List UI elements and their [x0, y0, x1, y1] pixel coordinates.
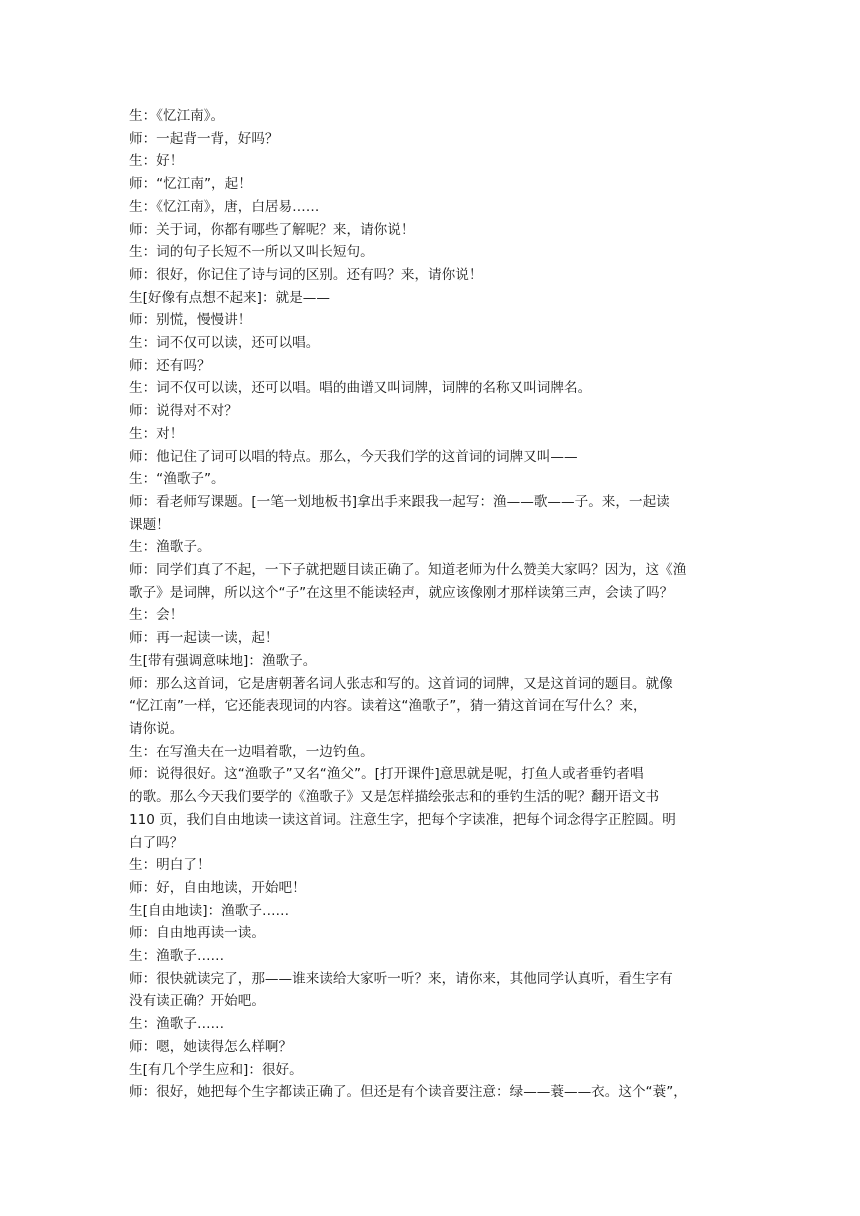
transcript-line: 没有读正确？开始吧。: [129, 993, 265, 1010]
transcript-line: 生：渔歌子……: [129, 948, 225, 965]
transcript-line: 生：“渔歌子”。: [129, 471, 225, 488]
transcript-line: 师：说得很好。这“渔歌子”又名“渔父”。[打开课件]意思就是呢，打鱼人或者垂钓者唱: [129, 766, 644, 783]
transcript-line: 生[有几个学生应和]：很好。: [129, 1061, 303, 1078]
transcript-line: 生：《忆江南》，唐，白居易……: [129, 198, 320, 215]
transcript-line: 师：说得对不对？: [129, 403, 238, 420]
transcript-line: 歌子》是词牌，所以这个“子”在这里不能读轻声，就应该像刚才那样读第三声，会读了吗？: [129, 584, 674, 601]
transcript-line: 生[好像有点想不起来]：就是——: [129, 289, 330, 306]
transcript-line: 师：“忆江南”，起！: [129, 176, 252, 193]
transcript-line: 生：会！: [129, 607, 184, 624]
transcript-line: 师：关于词，你都有哪些了解呢？来，请你说！: [129, 221, 415, 238]
transcript-line: 师：好，自由地读，开始吧！: [129, 879, 306, 896]
transcript-line: 师：还有吗？: [129, 357, 211, 374]
transcript-line: 师：那么这首词，它是唐朝著名词人张志和写的。这首词的词牌，又是这首词的题目。就像: [129, 675, 673, 692]
transcript-line: 生：渔歌子……: [129, 1016, 225, 1033]
transcript-line: 师：别慌，慢慢讲！: [129, 312, 252, 329]
document-page: [129, 105, 733, 1104]
transcript-line: 课题！: [129, 516, 170, 533]
transcript-line: 生[带有强调意味地]：渔歌子。: [129, 652, 317, 669]
transcript-line: 师：同学们真了不起，一下子就把题目读正确了。知道老师为什么赞美大家吗？因为，这《渔: [129, 562, 687, 579]
transcript-line: 生：词不仅可以读，还可以唱。唱的曲谱又叫词牌，词牌的名称又叫词牌名。: [129, 380, 592, 397]
transcript-line: 生：词的句子长短不一所以又叫长短句。: [129, 244, 374, 261]
transcript-line: 师：很快就读完了，那——谁来读给大家听一听？来，请你来，其他同学认真听，看生字有: [129, 970, 673, 987]
transcript-line: 生：在写渔夫在一边唱着歌，一边钓鱼。: [129, 743, 374, 760]
transcript-line: 师：嗯，她读得怎么样啊？: [129, 1038, 293, 1055]
transcript-line: 生：渔歌子。: [129, 539, 211, 556]
transcript-line: 110 页，我们自由地读一读这首词。注意生字，把每个字读准，把每个词念得字正腔圆。明: [129, 811, 676, 828]
transcript-line: 师：很好，她把每个生字都读正确了。但还是有个读音要注意：绿——蓑——衣。这个“蓑”，: [129, 1084, 687, 1101]
transcript-line: 的歌。那么今天我们要学的《渔歌子》又是怎样描绘张志和的垂钓生活的呢？翻开语文书: [129, 789, 660, 806]
transcript-line: “忆江南”一样，它还能表现词的内容。读着这“渔歌子”，猜一猜这首词在写什么？来，: [129, 698, 647, 715]
transcript-line: 师：一起背一背，好吗？: [129, 130, 279, 147]
transcript-line: 生：词不仅可以读，还可以唱。: [129, 335, 320, 352]
transcript-line: 生：对！: [129, 425, 184, 442]
transcript-line: 白了吗？: [129, 834, 184, 851]
transcript-line: 生：《忆江南》。: [129, 108, 225, 124]
transcript-line: 生：好！: [129, 153, 184, 170]
transcript-line: 师：看老师写课题。[一笔一划地板书]拿出手来跟我一起写：渔——歌——子。来，一起读: [129, 493, 670, 510]
transcript-line: 师：再一起读一读，起！: [129, 630, 279, 647]
transcript-line: 师：很好，你记住了诗与词的区别。还有吗？来，请你说！: [129, 266, 483, 283]
transcript-line: 生[自由地读]：渔歌子……: [129, 902, 290, 919]
transcript-line: 生：明白了！: [129, 857, 211, 874]
transcript-line: 请你说。: [129, 720, 184, 737]
transcript-line: 师：他记住了词可以唱的特点。那么，今天我们学的这首词的词牌又叫——: [129, 448, 578, 465]
transcript-line: 师：自由地再读一读。: [129, 925, 265, 942]
